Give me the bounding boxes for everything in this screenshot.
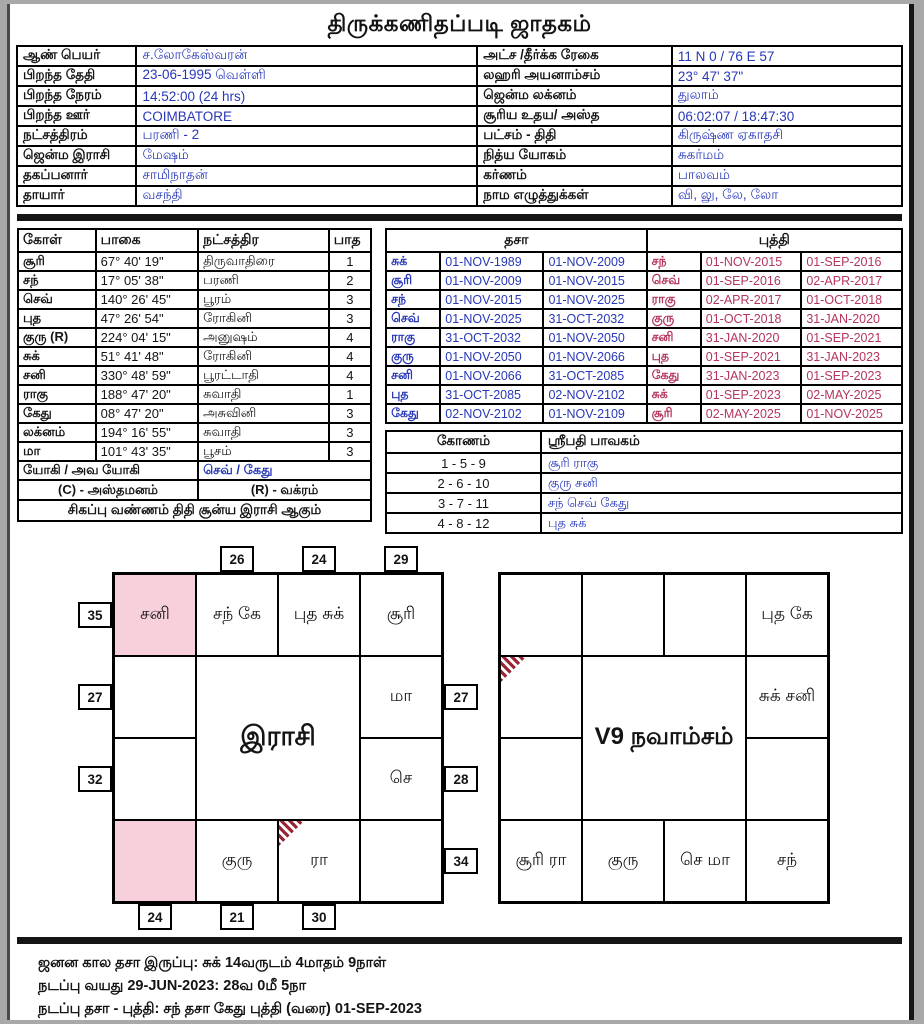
info-value: பாலவம் xyxy=(672,166,902,186)
bukthi-end: 31-JAN-2023 xyxy=(801,347,902,366)
dasa-planet: சனி xyxy=(386,366,440,385)
house-number-box: 28 xyxy=(444,766,478,792)
info-label: ஆண் பெயர் xyxy=(17,46,136,66)
info-label: பிறந்த ஊர் xyxy=(17,106,136,126)
bukthi-start: 01-SEP-2021 xyxy=(701,347,802,366)
footer-line: நடப்பு வயது 29-JUN-2023: 28வ 0மீ 5நா xyxy=(38,978,307,994)
bukthi-end: 01-SEP-2021 xyxy=(801,328,902,347)
chart-grid xyxy=(498,572,830,904)
planet-degree: 67° 40' 19" xyxy=(96,252,198,271)
info-label: நட்சத்திரம் xyxy=(17,126,136,146)
dasa-end: 01-NOV-2109 xyxy=(543,404,646,423)
dasa-planet: செவ் xyxy=(386,309,440,328)
planet-nakshatra: ரோகினி xyxy=(198,347,329,366)
bukthi-start: 31-JAN-2020 xyxy=(701,328,802,347)
planet-nakshatra: ரோகினி xyxy=(198,309,329,328)
info-row xyxy=(17,46,902,66)
birth-info-table xyxy=(16,45,903,207)
info-label: சூரிய உதய/ அஸ்த xyxy=(477,106,672,126)
planet-positions-table xyxy=(17,228,372,522)
planet-row xyxy=(18,442,371,461)
dasa-end: 01-NOV-2025 xyxy=(543,290,646,309)
planet-name: மா xyxy=(18,442,96,461)
info-label: கர்ணம் xyxy=(477,166,672,186)
planet-name: சனி xyxy=(18,366,96,385)
bukthi-start: 02-MAY-2025 xyxy=(701,404,802,423)
konam-header: கோணம் xyxy=(386,431,541,453)
info-value: பரணி - 2 xyxy=(136,126,477,146)
info-label: தாயார் xyxy=(17,186,136,206)
bukthi-start: 01-OCT-2018 xyxy=(701,309,802,328)
chart-cell-b1 xyxy=(582,820,664,902)
bukthi-end: 01-SEP-2023 xyxy=(801,366,902,385)
house-number-box: 27 xyxy=(78,684,112,710)
chart-cell-b0 xyxy=(500,820,582,902)
planet-name: குரு (R) xyxy=(18,328,96,347)
dasa-end: 01-NOV-2015 xyxy=(543,271,646,290)
info-label: தகப்பனார் xyxy=(17,166,136,186)
dasa-bukthi-row xyxy=(386,366,902,385)
house-number-box: 21 xyxy=(220,904,254,930)
planet-pada: 2 xyxy=(329,271,371,290)
yogi-row xyxy=(18,461,371,480)
chart-cell-text: செ xyxy=(389,768,413,787)
dasa-start: 01-NOV-2025 xyxy=(440,309,543,328)
footer-summary xyxy=(38,952,903,1020)
info-row xyxy=(17,86,902,106)
planet-pada: 3 xyxy=(329,404,371,423)
dasa-start: 31-OCT-2085 xyxy=(440,385,543,404)
info-value: மேஷம் xyxy=(136,146,477,166)
planet-pada: 4 xyxy=(329,366,371,385)
bukthi-start: 01-SEP-2016 xyxy=(701,271,802,290)
col-header-pada: பாத xyxy=(329,229,371,252)
planet-name: சுக் xyxy=(18,347,96,366)
konam-table xyxy=(385,430,903,534)
konam-planets: சூரி ராகு xyxy=(541,453,902,473)
info-label: நாம எழுத்துக்கள் xyxy=(477,186,672,206)
planet-pada: 4 xyxy=(329,347,371,366)
info-value: சாமிநாதன் xyxy=(136,166,477,186)
col-header-nakshatra: நட்சத்திர xyxy=(198,229,329,252)
chart-cell-text: புத கே xyxy=(761,604,813,623)
info-label: லஹரி அயனாம்சம் xyxy=(477,66,672,86)
chart-cell-text: குரு xyxy=(221,850,253,869)
planet-nakshatra: பூசம் xyxy=(198,442,329,461)
chart-cell-b2 xyxy=(664,820,746,902)
chart-cell-text: சுக் சனி xyxy=(758,686,816,705)
dasa-end: 31-OCT-2085 xyxy=(543,366,646,385)
planet-degree: 47° 26' 54" xyxy=(96,309,198,328)
yogi-label: யோகி / அவ யோகி xyxy=(18,461,198,480)
konam-row xyxy=(386,453,902,473)
bukthi-planet: புத xyxy=(647,347,701,366)
planet-pada: 3 xyxy=(329,309,371,328)
dasa-start: 01-NOV-1989 xyxy=(440,252,543,271)
chart-cell-t0 xyxy=(500,574,582,656)
planet-degree: 188° 47' 20" xyxy=(96,385,198,404)
chart-cell-text: சூரி ரா xyxy=(515,850,567,869)
dasa-bukthi-row xyxy=(386,309,902,328)
chart-cell-text: செ மா xyxy=(680,850,730,869)
planet-row xyxy=(18,309,371,328)
col-header-degree: பாகை xyxy=(96,229,198,252)
footer-line: நடப்பு தசா - புத்தி: சந் தசா கேது புத்தி (வரை) 01-SEP-2023 xyxy=(38,1001,422,1017)
house-number-box: 30 xyxy=(302,904,336,930)
lagna-marker-icon xyxy=(279,821,304,846)
dasa-bukthi-row xyxy=(386,404,902,423)
planet-degree: 17° 05' 38" xyxy=(96,271,198,290)
dasa-end: 31-OCT-2032 xyxy=(543,309,646,328)
navamsa-chart xyxy=(498,546,830,930)
bukthi-planet: சனி xyxy=(647,328,701,347)
chart-cell-ml2 xyxy=(500,738,582,820)
planet-degree: 194° 16' 55" xyxy=(96,423,198,442)
planet-row xyxy=(18,271,371,290)
chart-cell-ml1 xyxy=(114,656,196,738)
dasa-end: 01-NOV-2009 xyxy=(543,252,646,271)
bukthi-start: 02-APR-2017 xyxy=(701,290,802,309)
bukthi-planet: சூரி xyxy=(647,404,701,423)
planet-pada: 1 xyxy=(329,385,371,404)
dasa-bukthi-row xyxy=(386,328,902,347)
info-label: பிறந்த நேரம் xyxy=(17,86,136,106)
info-label: அட்ச /தீர்க்க ரேகை xyxy=(477,46,672,66)
planet-row xyxy=(18,404,371,423)
note-retrograde: (R) - வக்ரம் xyxy=(198,480,371,500)
house-number-box: 24 xyxy=(138,904,172,930)
dasa-bukthi-row xyxy=(386,347,902,366)
planet-pada: 1 xyxy=(329,252,371,271)
planet-name: ராகு xyxy=(18,385,96,404)
bukthi-header: புத்தி xyxy=(647,229,902,252)
dasa-planet: சந் xyxy=(386,290,440,309)
info-value: சுகர்மம் xyxy=(672,146,902,166)
info-value: கிருஷ்ண ஏகாதசி xyxy=(672,126,902,146)
info-value: 23° 47' 37" xyxy=(672,66,902,86)
info-row xyxy=(17,66,902,86)
dasa-planet: கேது xyxy=(386,404,440,423)
planet-name: செவ் xyxy=(18,290,96,309)
chart-cell-t3 xyxy=(360,574,442,656)
planet-degree: 51° 41' 48" xyxy=(96,347,198,366)
info-value: வசந்தி xyxy=(136,186,477,206)
bukthi-planet: சந் xyxy=(647,252,701,271)
note-red-row xyxy=(18,500,371,521)
house-number-box: 32 xyxy=(78,766,112,792)
dasa-bukthi-row xyxy=(386,252,902,271)
planet-name: லக்னம் xyxy=(18,423,96,442)
dasa-planet: சூரி xyxy=(386,271,440,290)
bukthi-end: 02-MAY-2025 xyxy=(801,385,902,404)
chart-cell-text: சந் xyxy=(776,850,798,869)
dasa-bukthi-table xyxy=(385,228,903,424)
chart-cell-mr2 xyxy=(360,738,442,820)
info-value: COIMBATORE xyxy=(136,106,477,126)
bukthi-end: 01-OCT-2018 xyxy=(801,290,902,309)
info-label: நித்ய யோகம் xyxy=(477,146,672,166)
info-value: 11 N 0 / 76 E 57 xyxy=(672,46,902,66)
separator-bar xyxy=(17,937,902,944)
planet-nakshatra: திருவாதிரை xyxy=(198,252,329,271)
chart-cell-text: ரா xyxy=(310,850,328,869)
planet-name: சூரி xyxy=(18,252,96,271)
dasa-planet: குரு xyxy=(386,347,440,366)
planet-name: கேது xyxy=(18,404,96,423)
table-header-row xyxy=(386,431,902,453)
chart-cell-text: சந் கே xyxy=(213,604,261,623)
chart-cell-text: குரு xyxy=(607,850,639,869)
planet-nakshatra: பரணி xyxy=(198,271,329,290)
house-number-box: 35 xyxy=(78,602,112,628)
konam-houses: 1 - 5 - 9 xyxy=(386,453,541,473)
chart-cell-b3 xyxy=(360,820,442,902)
table-header-row xyxy=(386,229,902,252)
planet-degree: 330° 48' 59" xyxy=(96,366,198,385)
chart-cell-text: மா xyxy=(389,686,413,705)
planet-row xyxy=(18,385,371,404)
chart-cell-t2 xyxy=(278,574,360,656)
page-title: திருக்கணிதப்படி ஜாதகம் xyxy=(327,10,592,36)
chart-cell-text: புத சுக் xyxy=(293,604,345,623)
chart-cell-ml2 xyxy=(114,738,196,820)
planet-nakshatra: அனுஷம் xyxy=(198,328,329,347)
bukthi-end: 01-SEP-2016 xyxy=(801,252,902,271)
bukthi-planet: கேது xyxy=(647,366,701,385)
chart-center-label: இராசி xyxy=(196,656,360,820)
info-row xyxy=(17,126,902,146)
info-label: பட்சம் - திதி xyxy=(477,126,672,146)
planet-degree: 101° 43' 35" xyxy=(96,442,198,461)
konam-planets: சந் செவ் கேது xyxy=(541,493,902,513)
separator-bar xyxy=(17,214,902,221)
planet-name: புத xyxy=(18,309,96,328)
dasa-start: 01-NOV-2015 xyxy=(440,290,543,309)
dasa-header: தசா xyxy=(386,229,647,252)
yogi-value: செவ் / கேது xyxy=(198,461,371,480)
planet-nakshatra: சுவாதி xyxy=(198,385,329,404)
chart-cell-mr1 xyxy=(360,656,442,738)
planet-nakshatra: பூரம் xyxy=(198,290,329,309)
dasa-start: 01-NOV-2009 xyxy=(440,271,543,290)
planet-degree: 224° 04' 15" xyxy=(96,328,198,347)
planet-row xyxy=(18,290,371,309)
planet-row xyxy=(18,423,371,442)
chart-cell-t3 xyxy=(746,574,828,656)
chart-cell-b2 xyxy=(278,820,360,902)
bukthi-end: 02-APR-2017 xyxy=(801,271,902,290)
chart-cell-b3 xyxy=(746,820,828,902)
planet-row xyxy=(18,252,371,271)
chart-cell-text: சூரி xyxy=(386,604,416,623)
rasi-chart xyxy=(72,546,484,930)
konam-planets: குரு சனி xyxy=(541,473,902,493)
dasa-start: 02-NOV-2102 xyxy=(440,404,543,423)
col-header-planet: கோள் xyxy=(18,229,96,252)
planet-name: சந் xyxy=(18,271,96,290)
chart-cell-b0 xyxy=(114,820,196,902)
planet-pada: 3 xyxy=(329,290,371,309)
bukthi-planet: செவ் xyxy=(647,271,701,290)
konam-row xyxy=(386,473,902,493)
bukthi-planet: குரு xyxy=(647,309,701,328)
dasa-end: 02-NOV-2102 xyxy=(543,385,646,404)
info-value: துலாம் xyxy=(672,86,902,106)
planet-row xyxy=(18,328,371,347)
info-value: வி, லு, லே, லோ xyxy=(672,186,902,206)
info-label: பிறந்த தேதி xyxy=(17,66,136,86)
note-red-text: சிகப்பு வண்ணம் திதி சூன்ய இராசி ஆகும் xyxy=(18,500,371,521)
info-value: 06:02:07 / 18:47:30 xyxy=(672,106,902,126)
konam-houses: 4 - 8 - 12 xyxy=(386,513,541,533)
sripathi-header: ஸ்ரீபதி பாவகம் xyxy=(541,431,902,453)
dasa-planet: ராகு xyxy=(386,328,440,347)
middle-section xyxy=(17,228,903,534)
info-label: ஜென்ம இராசி xyxy=(17,146,136,166)
bukthi-end: 31-JAN-2020 xyxy=(801,309,902,328)
dasa-end: 01-NOV-2050 xyxy=(543,328,646,347)
chart-cell-mr2 xyxy=(746,738,828,820)
footer-line: ஜனன கால தசா இருப்பு: சுக் 14வருடம் 4மாதம் 9நாள் xyxy=(38,955,387,971)
chart-cell-t1 xyxy=(196,574,278,656)
bukthi-planet: ராகு xyxy=(647,290,701,309)
lagna-marker-icon xyxy=(501,657,526,682)
dasa-start: 01-NOV-2050 xyxy=(440,347,543,366)
dasa-start: 31-OCT-2032 xyxy=(440,328,543,347)
info-row xyxy=(17,166,902,186)
charts-section xyxy=(16,546,903,930)
dasa-planet: புத xyxy=(386,385,440,404)
dasa-start: 01-NOV-2066 xyxy=(440,366,543,385)
info-value: 23-06-1995 வெள்ளி xyxy=(136,66,477,86)
planet-nakshatra: அசுவினி xyxy=(198,404,329,423)
bukthi-start: 31-JAN-2023 xyxy=(701,366,802,385)
bukthi-end: 01-NOV-2025 xyxy=(801,404,902,423)
chart-cell-b1 xyxy=(196,820,278,902)
info-value: 14:52:00 (24 hrs) xyxy=(136,86,477,106)
chart-grid xyxy=(112,572,444,904)
konam-row xyxy=(386,493,902,513)
chart-center-label: V9 நவாம்சம் xyxy=(582,656,746,820)
info-row xyxy=(17,186,902,206)
bukthi-start: 01-NOV-2015 xyxy=(701,252,802,271)
planet-degree: 08° 47' 20" xyxy=(96,404,198,423)
planet-nakshatra: சுவாதி xyxy=(198,423,329,442)
planet-degree: 140° 26' 45" xyxy=(96,290,198,309)
planet-pada: 3 xyxy=(329,423,371,442)
chart-cell-text: சனி xyxy=(140,604,170,623)
house-number-box: 24 xyxy=(302,546,336,572)
info-value: ச.லோகேஸ்வரன் xyxy=(136,46,477,66)
konam-planets: புத சுக் xyxy=(541,513,902,533)
note-combust: (C) - அஸ்தமனம் xyxy=(18,480,198,500)
konam-houses: 2 - 6 - 10 xyxy=(386,473,541,493)
planet-pada: 4 xyxy=(329,328,371,347)
house-number-box: 29 xyxy=(384,546,418,572)
chart-cell-t2 xyxy=(664,574,746,656)
chart-cell-t1 xyxy=(582,574,664,656)
horoscope-page xyxy=(7,4,914,1020)
dasa-bukthi-row xyxy=(386,290,902,309)
house-number-box: 34 xyxy=(444,848,478,874)
chart-cell-t0 xyxy=(114,574,196,656)
dasa-section xyxy=(385,228,903,534)
planet-nakshatra: பூரட்டாதி xyxy=(198,366,329,385)
konam-row xyxy=(386,513,902,533)
bukthi-planet: சுக் xyxy=(647,385,701,404)
info-row xyxy=(17,146,902,166)
bukthi-start: 01-SEP-2023 xyxy=(701,385,802,404)
house-number-box: 26 xyxy=(220,546,254,572)
info-row xyxy=(17,106,902,126)
table-header-row xyxy=(18,229,371,252)
konam-houses: 3 - 7 - 11 xyxy=(386,493,541,513)
notes-row xyxy=(18,480,371,500)
dasa-bukthi-row xyxy=(386,271,902,290)
info-label: ஜென்ம லக்னம் xyxy=(477,86,672,106)
house-number-box: 27 xyxy=(444,684,478,710)
chart-cell-mr1 xyxy=(746,656,828,738)
planet-row xyxy=(18,366,371,385)
dasa-end: 01-NOV-2066 xyxy=(543,347,646,366)
planet-pada: 3 xyxy=(329,442,371,461)
chart-cell-ml1 xyxy=(500,656,582,738)
dasa-bukthi-row xyxy=(386,385,902,404)
dasa-planet: சுக் xyxy=(386,252,440,271)
planet-row xyxy=(18,347,371,366)
